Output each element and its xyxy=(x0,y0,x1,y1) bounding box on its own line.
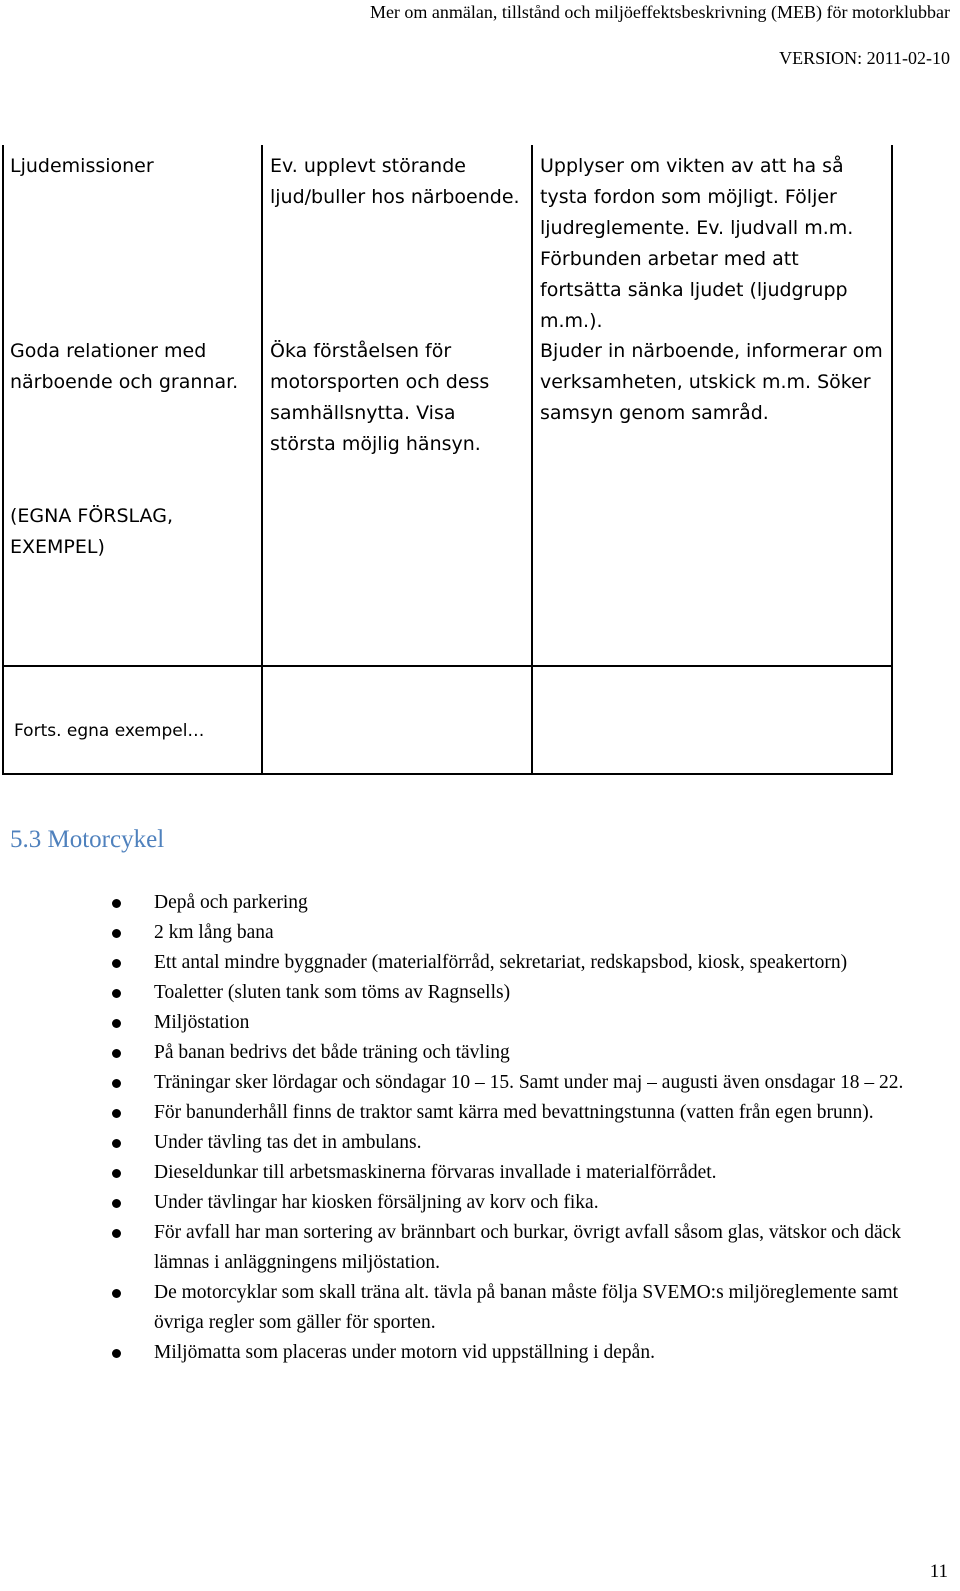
list-item-text: För banunderhåll finns de traktor samt kärra med bevattningstunna (vatten från egen brunn). xyxy=(154,1102,874,1123)
list-item xyxy=(108,1098,948,1128)
list-item-text: Dieseldunkar till arbetsmaskinerna förvaras invallade i materialförrådet. xyxy=(154,1162,717,1183)
list-item-text: På banan bedrivs det både träning och tävling xyxy=(154,1042,510,1063)
table-border xyxy=(2,145,4,775)
bullet-icon xyxy=(112,1019,121,1028)
list-item-text: De motorcyklar som skall träna alt. tävla på banan måste följa SVEMO:s miljöreglemente samt övriga regler som gäller för sporten. xyxy=(154,1282,899,1333)
table-continuation-text: Forts. egna exempel… xyxy=(14,721,205,741)
list-item-text: För avfall har man sortering av brännbart och burkar, övrigt avfall såsom glas, vätskor och däck lämnas i anläggningens miljöstation. xyxy=(154,1222,902,1273)
list-item-text: Under tävlingar har kiosken försäljning av korv och fika. xyxy=(154,1192,599,1213)
list-item xyxy=(108,1188,948,1218)
bullet-icon xyxy=(112,1079,121,1088)
list-item-text: Under tävling tas det in ambulans. xyxy=(154,1132,422,1153)
table-cell-aspect: Ljudemissioner xyxy=(10,155,154,177)
bullet-icon xyxy=(112,1229,121,1238)
page-header-title: Mer om anmälan, tillstånd och miljöeffektsbeskrivning (MEB) för motorklubbar xyxy=(369,2,950,22)
bullet-icon xyxy=(112,989,121,998)
bullet-icon xyxy=(112,1289,121,1298)
bullet-icon xyxy=(112,959,121,968)
list-item xyxy=(108,918,948,948)
bullet-icon xyxy=(112,1109,121,1118)
page-number: 11 xyxy=(929,1561,948,1582)
list-item-text: Miljöstation xyxy=(154,1012,250,1033)
bullet-icon xyxy=(112,1199,121,1208)
list-item-text: Ett antal mindre byggnader (materialförråd, sekretariat, redskapsbod, kiosk, speakertorn) xyxy=(154,952,848,973)
bullet-icon xyxy=(112,1139,121,1148)
list-item xyxy=(108,1128,948,1158)
table-cell-impact: Öka förståelsen för motorsporten och dess samhällsnytta. Visa största möjlig hänsyn. xyxy=(270,340,490,455)
table-border xyxy=(2,665,893,667)
bullet-icon xyxy=(112,1049,121,1058)
list-item xyxy=(108,1038,948,1068)
bullet-icon xyxy=(112,1349,121,1358)
list-item xyxy=(108,1338,948,1368)
bullet-icon xyxy=(112,929,121,938)
bullet-icon xyxy=(112,899,121,908)
list-item-text: Depå och parkering xyxy=(154,892,308,913)
list-item-text: Träningar sker lördagar och söndagar 10 – 15. Samt under maj – augusti även onsdagar 18 – 22. xyxy=(154,1072,904,1093)
table-border xyxy=(531,145,533,667)
list-item xyxy=(108,1008,948,1038)
list-item-text: Toaletter (sluten tank som töms av Ragnsells) xyxy=(154,982,511,1003)
list-item-text: Miljömatta som placeras under motorn vid uppställning i depån. xyxy=(154,1342,655,1363)
list-item xyxy=(108,888,948,918)
page-header-version: VERSION: 2011-02-10 xyxy=(779,48,950,68)
list-item xyxy=(108,1068,948,1098)
bullet-icon xyxy=(112,1169,121,1178)
table-cell-aspect: (EGNA FÖRSLAG, EXEMPEL) xyxy=(10,505,173,558)
list-item xyxy=(108,1218,948,1278)
list-item xyxy=(108,978,948,1008)
list-item xyxy=(108,1158,948,1188)
table-border xyxy=(891,145,893,775)
facility-list xyxy=(108,888,948,1368)
table-cell-impact: Ev. upplevt störande ljud/buller hos närboende. xyxy=(270,155,520,208)
table-cell-measure: Upplyser om vikten av att ha så tysta fordon som möjligt. Följer ljudreglemente. Ev. ljudvall m.m. Förbunden arbetar med att fortsätta sänka ljudet (ljudgrupp m.m.). xyxy=(540,155,854,332)
list-item xyxy=(108,948,948,978)
table-border xyxy=(531,667,533,775)
section-heading: 5.3 Motorcykel xyxy=(10,826,165,853)
table-cell-measure: Bjuder in närboende, informerar om verksamheten, utskick m.m. Söker samsyn genom samråd. xyxy=(540,340,883,424)
table-border xyxy=(261,145,263,667)
table-border xyxy=(2,773,893,775)
list-item-text: 2 km lång bana xyxy=(154,922,274,943)
table-cell-aspect: Goda relationer med närboende och grannar. xyxy=(10,340,239,393)
list-item xyxy=(108,1278,948,1338)
table-border xyxy=(261,667,263,775)
